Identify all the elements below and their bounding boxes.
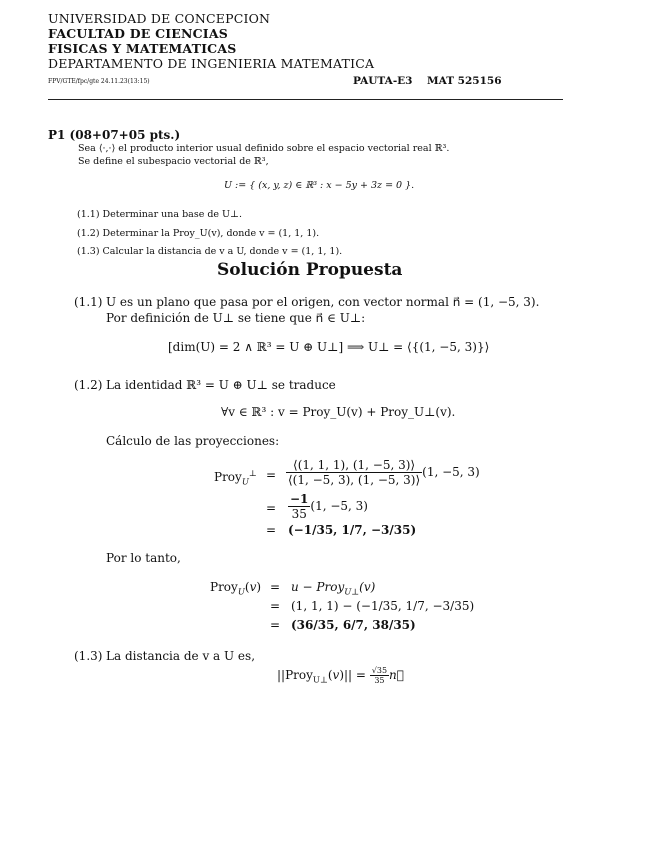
solution-title: Solución Propuesta — [217, 260, 403, 280]
university-name: UNIVERSIDAD DE CONCEPCION — [48, 11, 271, 26]
proj-uperp-fraction: $\frac{⟨(1, 1, 1), (1, -5, 3)⟩}{⟨(1, -5, 3), (1, -5, 3)⟩}$ (1, −5, 3) — [288, 458, 480, 487]
solution-1-1-line-1: U es un plano que pasa por el origen, con vector normal n⃗ = (1, −5, 3). — [106, 295, 540, 309]
faculty-name-2: FISICAS Y MATEMATICAS — [48, 41, 237, 56]
projection-calc-label: Cálculo de las proyecciones: — [106, 434, 280, 448]
proj-uperp-line-2: $\frac{-1}{35}$ (1, −5, 3) — [290, 492, 368, 521]
problem-item-2: (1.2) Determinar la Proy_U(v), donde v = (1, 1, 1). — [77, 228, 320, 239]
solution-1-1-number: (1.1) — [74, 295, 103, 309]
distance-equation: ||Proy$_{U\perp}$(v)|| = $\frac{√35}{35}$ n⃗ — [277, 666, 404, 685]
proj-uperp-result: (−1/35, 1/7, −3/35) — [288, 523, 417, 537]
problem-item-3: (1.3) Calcular la distancia de v a U, donde v = (1, 1, 1). — [77, 246, 343, 257]
problem-item-1: (1.1) Determinar una base de U⊥. — [77, 209, 243, 220]
pauta-label: PAUTA-E3 — [353, 75, 413, 87]
proj-uperp-lhs: Proy$_U$⊥ — [214, 468, 257, 487]
solution-1-1-line-2: Por definición de U⊥ se tiene que n⃗ ∈ U⊥: — [106, 311, 366, 325]
problem-intro-1: Sea ⟨·,·⟩ el producto interior usual definido sobre el espacio vectorial real ℝ³. — [78, 143, 450, 154]
proj-u-line-1: u − Proy$_{U\perp}$(v) — [291, 580, 376, 597]
projection-identity: ∀v ∈ ℝ³ : v = Proy_U(v) + Proy_U⊥(v). — [221, 405, 456, 419]
solution-1-2-number: (1.2) — [74, 378, 103, 392]
proj-u-result: (36/35, 6/7, 38/35) — [291, 618, 416, 632]
proj-u-lhs: Proy$_U$(v) — [210, 580, 262, 597]
solution-1-3-line-1: La distancia de v a U es, — [106, 649, 256, 663]
solution-1-2-line-1: La identidad ℝ³ = U ⊕ U⊥ se traduce — [106, 378, 336, 392]
faculty-name: FACULTAD DE CIENCIAS — [48, 26, 228, 41]
department-name: DEPARTAMENTO DE INGENIERIA MATEMATICA — [48, 56, 375, 71]
problem-intro-2: Se define el subespacio vectorial de ℝ³, — [78, 156, 269, 167]
subspace-definition: U := { (x, y, z) ∈ ℝ³ : x − 5y + 3z = 0 }. — [224, 180, 415, 191]
proj-u-line-2: (1, 1, 1) − (−1/35, 1/7, −3/35) — [291, 599, 475, 613]
solution-1-1-equation: [dim(U) = 2 ∧ ℝ³ = U ⊕ U⊥] ⟹ U⊥ = ⟨{(1, −5, 3)}⟩ — [168, 340, 490, 354]
problem-title: P1 (08+07+05 pts.) — [48, 128, 181, 142]
header-rule — [48, 99, 563, 100]
document-code: FPV/GTE/fpc/gte 24.11.23(13:15) — [48, 78, 150, 85]
solution-1-3-number: (1.3) — [74, 649, 103, 663]
course-code: MAT 525156 — [427, 75, 502, 87]
por-lo-tanto: Por lo tanto, — [106, 551, 181, 565]
